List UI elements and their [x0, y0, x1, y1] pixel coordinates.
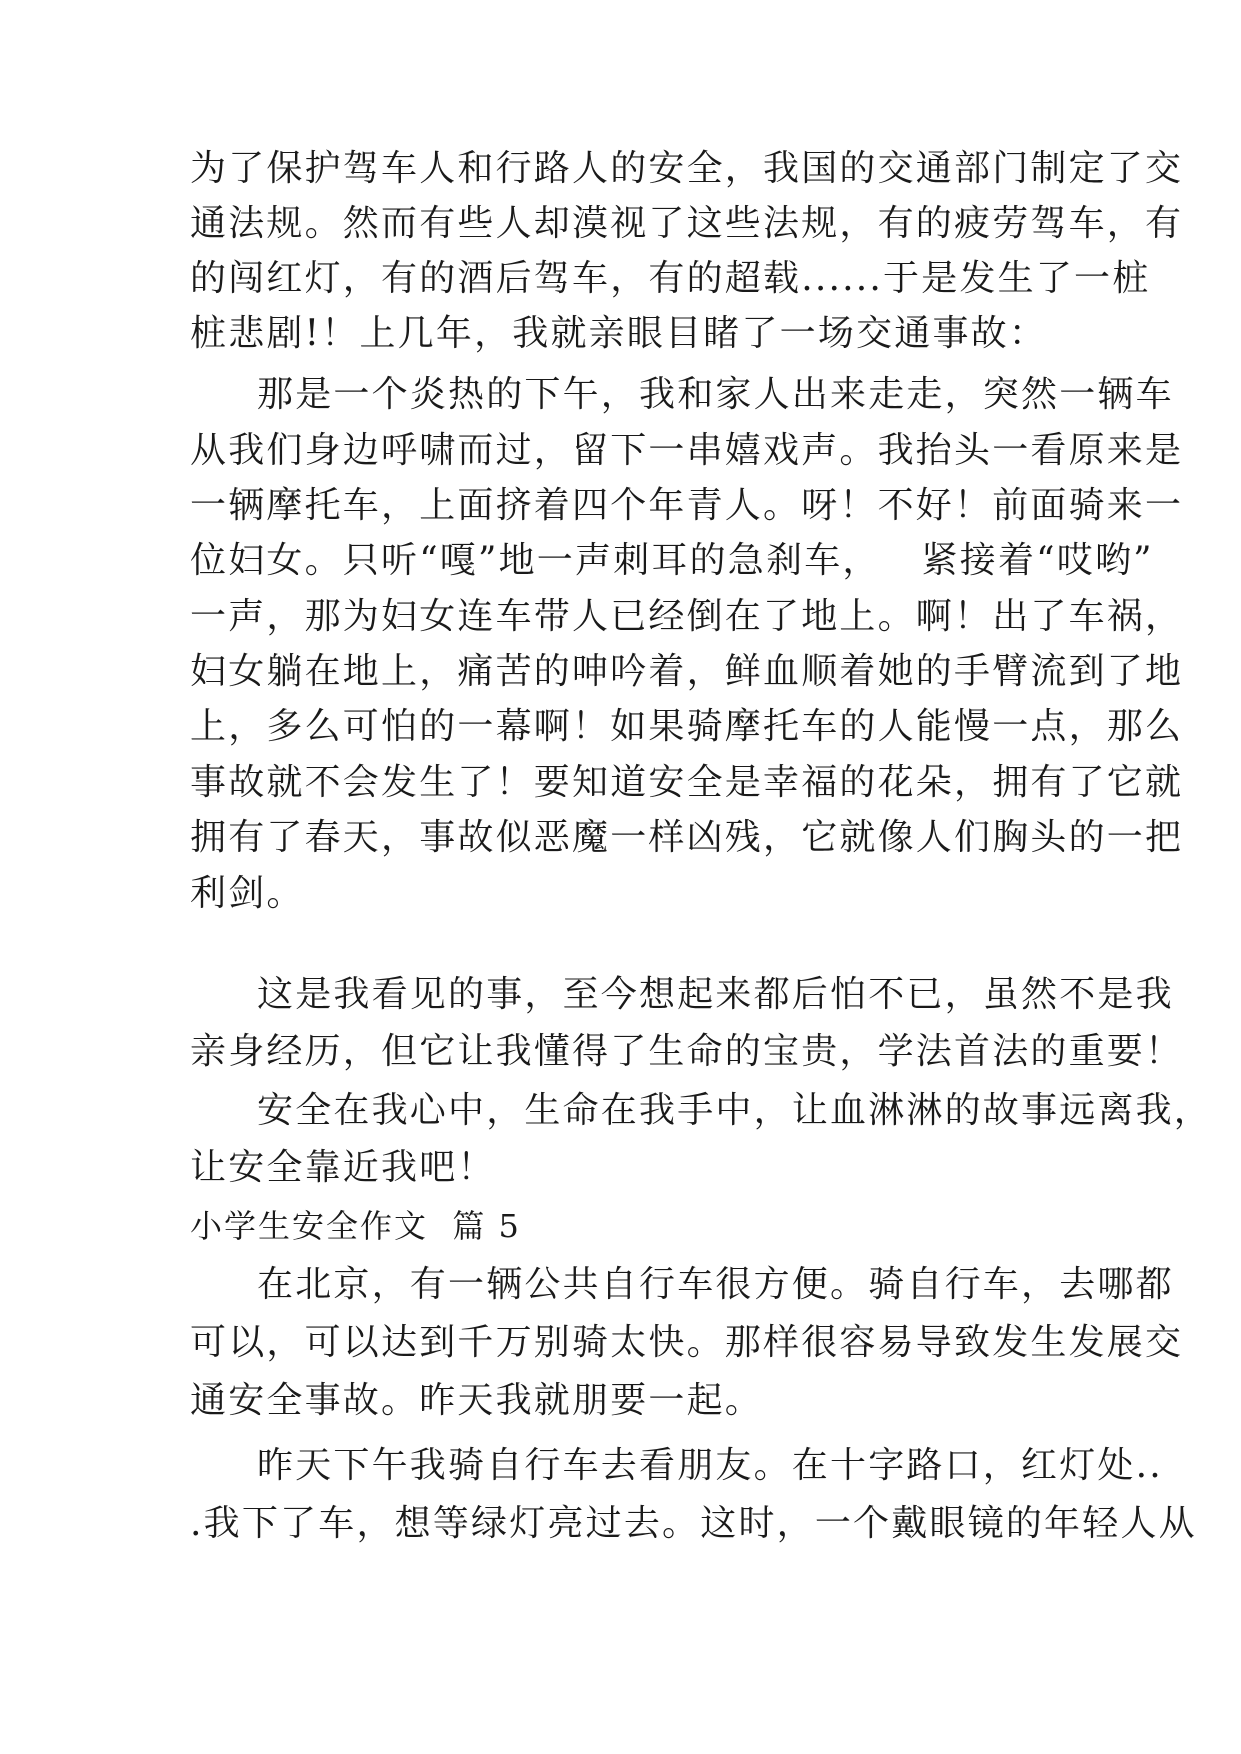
text-line: 亲身经历，但它让我懂得了生命的宝贵，学法首法的重要！: [190, 1031, 1184, 1072]
text-line: 利剑。: [190, 873, 305, 914]
text-line: 的闯红灯，有的酒后驾车，有的超载......于是发生了一桩: [190, 258, 1151, 299]
text-line: 事故就不会发生了！要知道安全是幸福的花朵，拥有了它就: [190, 762, 1184, 803]
text-line: 从我们身边呼啸而过，留下一串嬉戏声。我抬头一看原来是: [190, 430, 1184, 471]
text-line: 为了保护驾车人和行路人的安全，我国的交通部门制定了交: [190, 148, 1184, 189]
text-line: 昨天下午我骑自行车去看朋友。在十字路口，红灯处..: [257, 1445, 1163, 1486]
text-line: 通安全事故。昨天我就朋要一起。: [190, 1380, 764, 1421]
text-line: 一辆摩托车，上面挤着四个年青人。呀！不好！前面骑来一: [190, 485, 1184, 526]
text-line: 让安全靠近我吧！: [190, 1147, 496, 1188]
text-line: 安全在我心中，生命在我手中，让血淋淋的故事远离我，: [257, 1090, 1213, 1131]
text-line: 这是我看见的事，至今想起来都后怕不已，虽然不是我: [257, 974, 1174, 1015]
section-heading: 小学生安全作文 篇 5: [190, 1207, 521, 1245]
text-line: 在北京，有一辆公共自行车很方便。骑自行车，去哪都: [257, 1264, 1174, 1305]
text-line: 桩悲剧!！上几年，我就亲眼目睹了一场交通事故：: [190, 313, 1048, 354]
text-line: 通法规。然而有些人却漠视了这些法规，有的疲劳驾车，有: [190, 203, 1184, 244]
text-line: .我下了车，想等绿灯亮过去。这时，一个戴眼镜的年轻人从: [190, 1503, 1197, 1544]
text-line: 上，多么可怕的一幕啊！如果骑摩托车的人能慢一点，那么: [190, 706, 1184, 747]
text-line: 那是一个炎热的下午，我和家人出来走走，突然一辆车: [257, 374, 1174, 415]
text-line: 妇女躺在地上，痛苦的呻吟着，鲜血顺着她的手臂流到了地: [190, 651, 1184, 692]
text-line: 一声，那为妇女连车带人已经倒在了地上。啊！出了车祸，: [190, 596, 1184, 637]
text-line: 位妇女。只听“嘎”地一声刺耳的急刹车， 紧接着“哎哟”: [190, 540, 1154, 581]
text-line: 可以，可以达到千万别骑太快。那样很容易导致发生发展交: [190, 1322, 1184, 1363]
text-line: 拥有了春天，事故似恶魔一样凶残，它就像人们胸头的一把: [190, 817, 1184, 858]
